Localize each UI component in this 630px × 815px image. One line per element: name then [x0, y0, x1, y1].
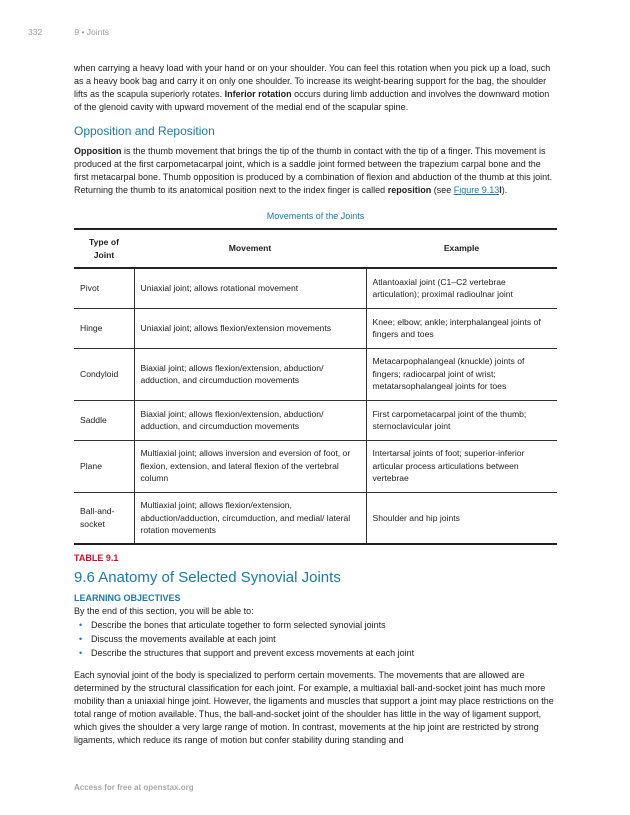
- joints-table: [74, 228, 557, 545]
- section-heading-opposition: Opposition and Reposition: [74, 124, 215, 138]
- list-item: • Discuss the movements available at each joint: [79, 634, 276, 644]
- joint-type: Hinge: [74, 308, 134, 348]
- bullet-icon: •: [79, 634, 83, 644]
- list-item: • Describe the bones that articulate together to form selected synovial joints: [79, 620, 386, 630]
- joint-type: Condyloid: [74, 348, 134, 400]
- bullet-icon: •: [79, 648, 83, 658]
- list-item: • Describe the structures that support and prevent excess movements at each joint: [79, 648, 415, 658]
- joint-type: Ball-and-socket: [74, 492, 134, 544]
- joint-example: Shoulder and hip joints: [366, 492, 557, 544]
- bullet-icon: •: [79, 620, 83, 630]
- joint-movement: Multiaxial joint; allows flexion/extension, abduction/adduction, circumduction, and medial/ lateral rotation movements: [134, 492, 366, 544]
- table-row: [74, 268, 557, 308]
- section-title: 9.6 Anatomy of Selected Synovial Joints: [74, 569, 341, 586]
- joint-example: First carpometacarpal joint of the thumb; sternoclavicular joint: [366, 400, 557, 440]
- joint-type: Saddle: [74, 400, 134, 440]
- learning-objectives-title: LEARNING OBJECTIVES: [74, 593, 181, 603]
- chapter-label: 9 • Joints: [74, 27, 110, 37]
- page-content: [74, 62, 557, 747]
- table-header-row: [74, 229, 557, 268]
- joint-example: Metacarpophalangeal (knuckle) joints of fingers; radiocarpal joint of wrist; metatarsophalangeal joints for toes: [366, 348, 557, 400]
- page-number: 332: [28, 27, 43, 37]
- table-row: [74, 440, 557, 492]
- closing-paragraph: Each synovial joint of the body is specialized to perform certain movements. The movements that are allowed are determined by the structural classification for each joint. For example, a multiaxial ball-and-socket joint has much more mobility than a uniaxial hinge joint. However, the ligaments and muscles that support a joint may place restrictions on the total range of motion available. Thus, the ball-and-socket joint of the shoulder has little in the way of ligament support, which gives the shoulder a very large range of motion. In contrast, movements at the hip joint are restricted by strong ligaments, which reduce its range of motion but confer stability during standing and: [74, 670, 554, 745]
- opposition-paragraph: Opposition is the thumb movement that brings the tip of the thumb in contact with the tip of a finger. This movement is produced at the first carpometacarpal joint, which is a saddle joint formed between the trapezium carpal bone and the first metacarpal bone. Thumb opposition is produced by a combination of flexion and abduction of the thumb at this joint. Returning the thumb to its anatomical position next to the index finger is called reposition (see Figure 9.13l).: [74, 146, 553, 195]
- intro-paragraph: when carrying a heavy load with your hand or on your shoulder. You can feel this rotation when you pick up a load, such as a heavy book bag and carry it on only one shoulder. To increase its weight-bearing support for the bag, the shoulder lifts as the scapula superiorly rotates. Inferior rotation occurs during limb adduction and involves the downward motion of the glenoid cavity with upward movement of the medial end of the scapular spine.: [74, 63, 551, 112]
- learning-objectives-list: [74, 618, 557, 660]
- table-row: [74, 348, 557, 400]
- header-example: Example: [443, 243, 480, 254]
- page-header: [28, 27, 109, 37]
- joint-movement: Uniaxial joint; allows rotational movement: [134, 268, 366, 308]
- term-inferior-rotation: Inferior rotation: [224, 89, 292, 99]
- table-row: [74, 400, 557, 440]
- joint-example: Knee; elbow; ankle; interphalangeal joints of fingers and toes: [366, 308, 557, 348]
- joint-movement: Multiaxial joint; allows inversion and eversion of foot, or flexion, extension, and lateral flexion of the vertebral column: [134, 440, 366, 492]
- joint-movement: Biaxial joint; allows flexion/extension, abduction/ adduction, and circumduction movements: [134, 348, 366, 400]
- joint-movement: Uniaxial joint; allows flexion/extension movements: [134, 308, 366, 348]
- joint-type: Plane: [74, 440, 134, 492]
- footer-access: Access for free at openstax.org: [74, 783, 194, 792]
- joint-movement: Biaxial joint; allows flexion/extension, abduction/ adduction, and circumduction movements: [134, 400, 366, 440]
- joint-example: Intertarsal joints of foot; superior-inferior articular process articulations between vertebrae: [366, 440, 557, 492]
- figure-link[interactable]: Figure 9.13: [453, 185, 500, 195]
- table-row: [74, 308, 557, 348]
- table-row: [74, 492, 557, 544]
- term-reposition: reposition: [387, 185, 432, 195]
- learning-objectives-intro: By the end of this section, you will be able to:: [74, 606, 254, 616]
- header-type: Type of Joint: [89, 237, 119, 260]
- term-opposition: Opposition: [74, 146, 122, 156]
- table-caption: Movements of the Joints: [266, 211, 365, 221]
- header-movement: Movement: [228, 243, 272, 254]
- table-label: TABLE 9.1: [74, 553, 119, 563]
- joint-example: Atlantoaxial joint (C1–C2 vertebrae articulation); proximal radioulnar joint: [366, 268, 557, 308]
- joint-type: Pivot: [74, 268, 134, 308]
